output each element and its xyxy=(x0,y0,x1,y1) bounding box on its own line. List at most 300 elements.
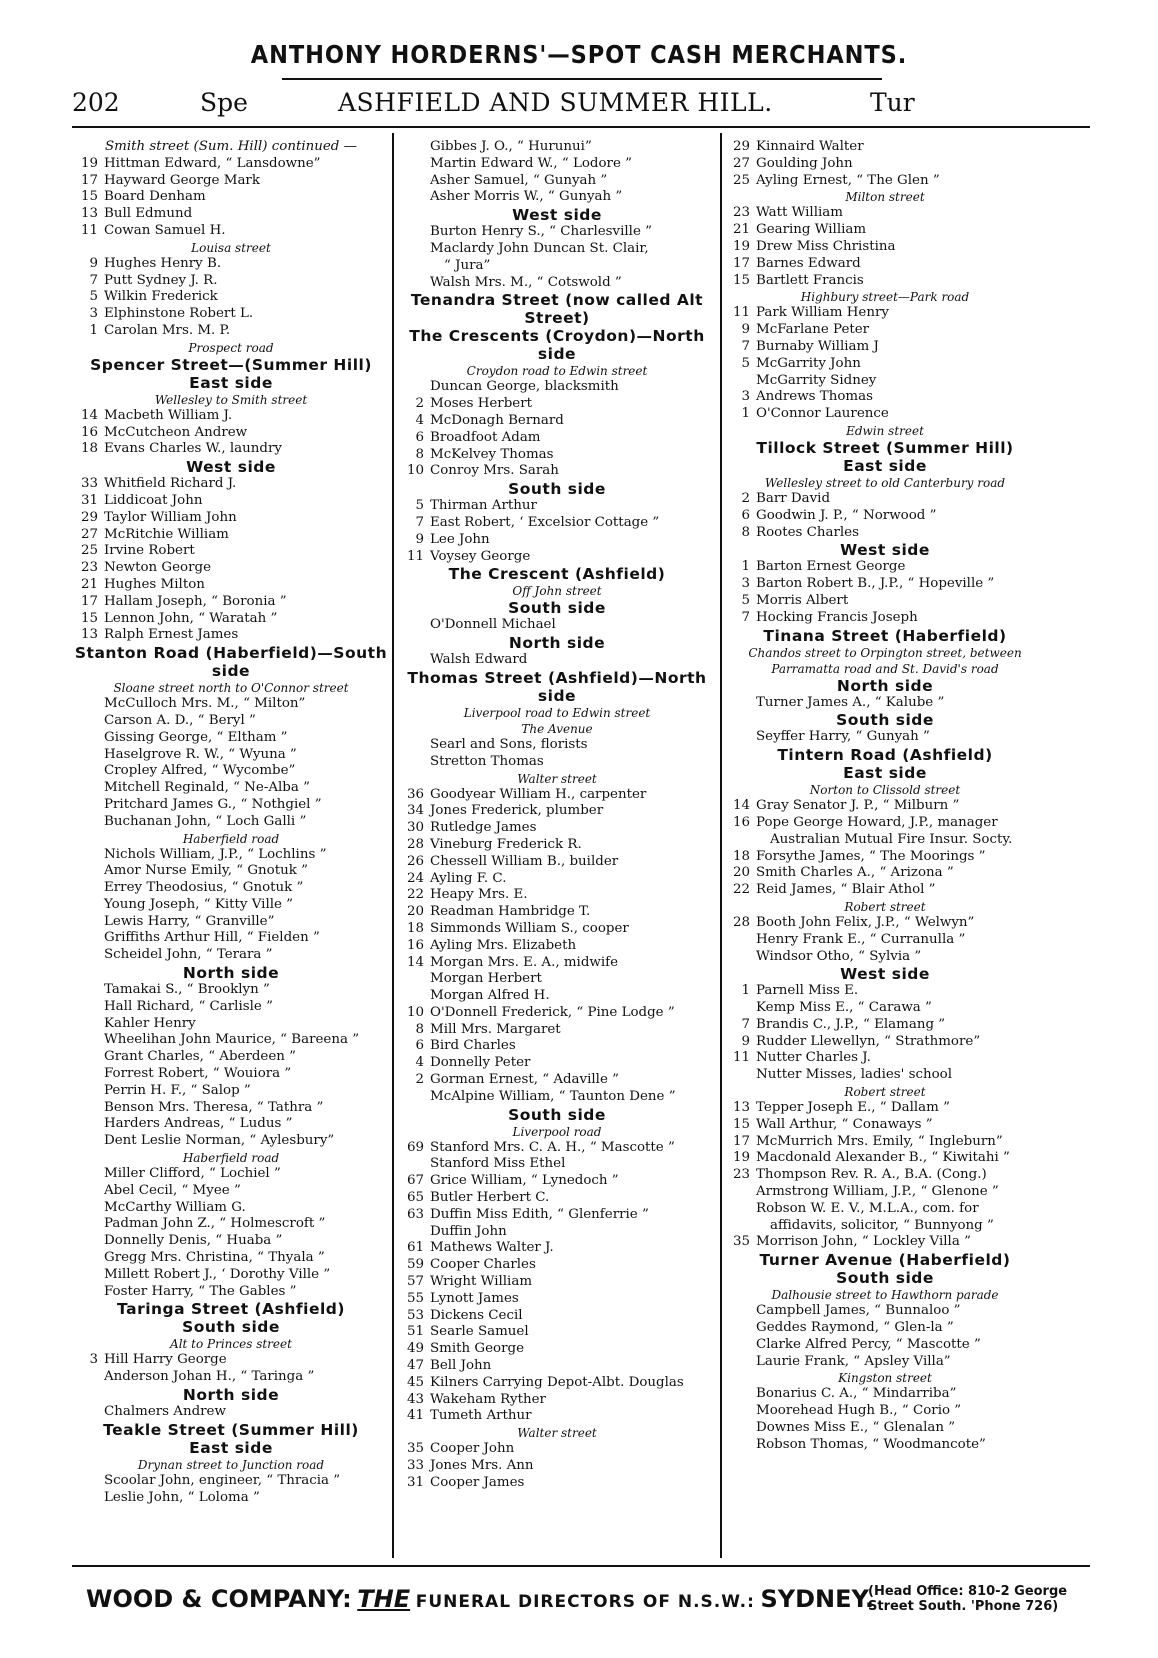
house-number: 19 xyxy=(732,238,750,254)
resident-name: Forrest Robert, “ Wouiora ” xyxy=(104,1066,292,1082)
banner-headline: ANTHONY HORDERNS'—SPOT CASH MERCHANTS. xyxy=(250,40,908,69)
directory-entry xyxy=(724,593,1046,610)
resident-name: Grice William, “ Lynedoch ” xyxy=(430,1173,619,1189)
resident-name: Evans Charles W., laundry xyxy=(104,441,282,457)
directory-entry xyxy=(724,798,1046,815)
directory-entry xyxy=(724,373,1046,390)
resident-name: Leslie John, “ Loloma ” xyxy=(104,1489,260,1505)
directory-entry xyxy=(724,882,1046,899)
house-number: 8 xyxy=(415,1021,424,1037)
directory-entry xyxy=(724,610,1046,627)
resident-name: Lewis Harry, “ Granville” xyxy=(104,913,275,929)
resident-name: Carson A. D., “ Beryl ” xyxy=(104,712,256,728)
directory-entry xyxy=(72,289,390,306)
footer-note-line-2: Street South. 'Phone 726) xyxy=(868,1599,1059,1614)
house-number: 3 xyxy=(89,306,98,322)
house-number: 16 xyxy=(406,937,424,953)
resident-name: Booth John Felix, J.P., “ Welwyn” xyxy=(756,914,975,930)
resident-name: Irvine Robert xyxy=(104,543,195,559)
house-number: 41 xyxy=(406,1408,424,1424)
resident-name: Millett Robert J., ‘ Dorothy Ville ” xyxy=(104,1266,331,1282)
directory-entry xyxy=(72,510,390,527)
directory-entry xyxy=(724,322,1046,339)
house-number: 65 xyxy=(406,1190,424,1206)
house-number: 2 xyxy=(415,396,424,412)
resident-name: McCarthy William G. xyxy=(104,1199,246,1215)
house-number: 35 xyxy=(406,1441,424,1457)
directory-entry xyxy=(398,887,716,904)
cross-street-note: Edwin street xyxy=(846,423,924,438)
cross-street-note: Alt to Princes street xyxy=(170,1337,292,1352)
directory-entry xyxy=(398,938,716,955)
resident-name: Goodwin J. P., “ Norwood ” xyxy=(756,507,937,523)
directory-entry xyxy=(724,1337,1046,1354)
directory-entry xyxy=(398,413,716,430)
directory-entry xyxy=(398,1257,716,1274)
directory-entry xyxy=(72,1049,390,1066)
resident-name: Macdonald Alexander B., “ Kiwitahi ” xyxy=(756,1150,1010,1166)
directory-entry xyxy=(724,1386,1046,1403)
resident-name: Young Joseph, “ Kitty Ville ” xyxy=(104,896,294,912)
house-number: 28 xyxy=(406,836,424,852)
resident-name: Morrison John, “ Lockley Villa ” xyxy=(756,1234,971,1250)
resident-name: Hocking Francis Joseph xyxy=(756,609,918,625)
resident-name: Morris Albert xyxy=(756,592,849,608)
cross-street-note: Walter street xyxy=(517,771,597,786)
house-number: 53 xyxy=(406,1307,424,1323)
house-number: 20 xyxy=(732,865,750,881)
column-3 xyxy=(724,139,1046,1454)
resident-name: Morgan Mrs. E. A., midwife xyxy=(430,954,619,970)
house-number: 10 xyxy=(406,463,424,479)
resident-name: Bird Charles xyxy=(430,1038,516,1054)
house-number: 21 xyxy=(732,222,750,238)
directory-entry xyxy=(398,1308,716,1325)
directory-entry xyxy=(72,1267,390,1284)
directory-entry xyxy=(72,947,390,964)
house-number: 30 xyxy=(406,820,424,836)
directory-entry xyxy=(398,1224,716,1241)
directory-entry xyxy=(724,932,1046,949)
house-number: 20 xyxy=(406,904,424,920)
house-number: 11 xyxy=(732,1050,750,1066)
resident-name: Grant Charles, “ Aberdeen ” xyxy=(104,1049,297,1065)
resident-name: Voysey George xyxy=(430,548,531,564)
directory-entry xyxy=(398,1324,716,1341)
resident-name: Goulding John xyxy=(756,155,853,171)
house-number: 2 xyxy=(415,1072,424,1088)
directory-entry xyxy=(398,871,716,888)
house-number: 1 xyxy=(741,406,750,422)
house-number: 19 xyxy=(732,1150,750,1166)
directory-entry xyxy=(724,695,1046,712)
street-heading: The Crescents (Croydon)—North side xyxy=(409,327,705,364)
resident-name: Tepper Joseph E., “ Dallam ” xyxy=(756,1100,950,1116)
header-first-entry: Spe xyxy=(200,88,248,117)
house-number: 1 xyxy=(741,559,750,575)
resident-name: Morgan Alfred H. xyxy=(430,988,550,1004)
street-heading: North side xyxy=(508,634,606,653)
house-number: 23 xyxy=(732,205,750,221)
directory-entry xyxy=(724,1320,1046,1337)
directory-entry xyxy=(72,543,390,560)
directory-entry xyxy=(724,222,1046,239)
header-last-entry: Tur xyxy=(870,88,915,117)
resident-name: McCulloch Mrs. M., “ Milton” xyxy=(104,696,306,712)
continuation-note: Smith street (Sum. Hill) continued — xyxy=(104,139,358,154)
resident-name: Abel Cecil, “ Myee ” xyxy=(104,1182,241,1198)
resident-name: Smith Charles A., “ Arizona ” xyxy=(756,865,954,881)
house-number: 28 xyxy=(732,914,750,930)
house-number: 17 xyxy=(732,1133,750,1149)
directory-entry xyxy=(398,737,716,754)
street-heading: West side xyxy=(186,458,276,477)
directory-entry xyxy=(398,1341,716,1358)
resident-name: Windsor Otho, “ Sylvia ” xyxy=(756,948,922,964)
house-number: 11 xyxy=(732,305,750,321)
resident-name: Hughes Milton xyxy=(104,576,205,592)
resident-name: Jones Mrs. Ann xyxy=(430,1458,534,1474)
street-heading: South side xyxy=(836,711,934,730)
house-number: 15 xyxy=(80,189,98,205)
house-number: 14 xyxy=(732,798,750,814)
directory-entry xyxy=(72,256,390,273)
resident-name: Ralph Ernest James xyxy=(104,627,239,643)
resident-name: Padman John Z., “ Holmescroft ” xyxy=(104,1216,326,1232)
house-number: 13 xyxy=(80,627,98,643)
directory-entry xyxy=(72,747,390,764)
directory-entry xyxy=(724,339,1046,356)
street-heading: North side xyxy=(182,964,280,983)
resident-name: Bartlett Francis xyxy=(756,272,864,288)
cross-street-note: Liverpool road xyxy=(512,1124,602,1139)
directory-entry xyxy=(398,921,716,938)
cross-street-note: Chandos street to Orpington street, between Parramatta road and St. David's road xyxy=(748,645,1022,676)
resident-name: Thirman Arthur xyxy=(430,498,537,514)
page-title: ASHFIELD AND SUMMER HILL. xyxy=(338,88,773,117)
directory-entry xyxy=(724,156,1046,173)
resident-name: Wakeham Ryther xyxy=(430,1391,546,1407)
column-1 xyxy=(72,139,390,1506)
directory-entry xyxy=(398,463,716,480)
house-number: 21 xyxy=(80,576,98,592)
resident-name: Tumeth Arthur xyxy=(430,1408,532,1424)
resident-name: Ayling Ernest, “ The Glen ” xyxy=(756,172,940,188)
directory-entry xyxy=(398,1458,716,1475)
resident-name: Maclardy John Duncan St. Clair, xyxy=(430,240,649,256)
cross-street-note: Louisa street xyxy=(191,240,271,255)
street-heading: Stanton Road (Haberfield)—South side xyxy=(74,644,388,681)
resident-name: Geddes Raymond, “ Glen-la ” xyxy=(756,1320,954,1336)
directory-entry xyxy=(398,156,716,173)
directory-entry xyxy=(72,273,390,290)
resident-name: Chessell William B., builder xyxy=(430,853,619,869)
directory-entry xyxy=(398,754,716,771)
resident-name: Walsh Edward xyxy=(430,652,528,668)
directory-entry xyxy=(72,730,390,747)
resident-name: Brandis C., J.P., “ Elamang ” xyxy=(756,1016,946,1032)
directory-entry xyxy=(72,306,390,323)
directory-entry xyxy=(724,273,1046,290)
directory-entry xyxy=(398,617,716,634)
directory-entry xyxy=(724,139,1046,156)
directory-entry xyxy=(72,1166,390,1183)
resident-name: Ayling F. C. xyxy=(430,870,507,886)
resident-name: Bonarius C. A., “ Mindarriba” xyxy=(756,1386,957,1402)
directory-entry xyxy=(398,1274,716,1291)
resident-name: Heapy Mrs. E. xyxy=(430,887,528,903)
resident-name: Haselgrove R. W., “ Wyuna ” xyxy=(104,746,297,762)
resident-name: Hallam Joseph, “ Boronia ” xyxy=(104,593,287,609)
street-heading: Tenandra Street (now called Alt Street) xyxy=(410,291,704,328)
directory-entry xyxy=(724,1034,1046,1051)
directory-entry xyxy=(724,205,1046,222)
house-number: 17 xyxy=(732,255,750,271)
directory-entry xyxy=(72,1066,390,1083)
directory-entry xyxy=(398,955,716,972)
house-number: 13 xyxy=(80,206,98,222)
directory-entry xyxy=(72,1183,390,1200)
resident-name: Duffin John xyxy=(430,1223,507,1239)
resident-name: Lee John xyxy=(430,531,490,547)
resident-name: Perrin H. F., “ Salop ” xyxy=(104,1082,251,1098)
street-heading: North side xyxy=(182,1386,280,1405)
directory-entry xyxy=(398,515,716,532)
house-number: 9 xyxy=(741,322,750,338)
house-number: 55 xyxy=(406,1290,424,1306)
resident-name: Forsythe James, “ The Moorings ” xyxy=(756,848,986,864)
street-heading: East side xyxy=(189,1438,273,1457)
house-number: 5 xyxy=(741,355,750,371)
house-number: 31 xyxy=(80,492,98,508)
resident-name: Burnaby William J xyxy=(756,338,879,354)
directory-entry xyxy=(398,971,716,988)
house-number: 6 xyxy=(415,1038,424,1054)
directory-entry xyxy=(398,1441,716,1458)
house-number: 33 xyxy=(406,1458,424,1474)
directory-entry xyxy=(724,949,1046,966)
street-heading: West side xyxy=(840,965,930,984)
directory-entry xyxy=(398,498,716,515)
cross-street-note: Milton street xyxy=(845,190,925,205)
resident-name: Pritchard James G., “ Nothgiel ” xyxy=(104,796,322,812)
street-heading: North side xyxy=(836,676,934,695)
cross-street-note: Sloane street north to O'Connor street xyxy=(113,681,349,696)
directory-entry xyxy=(724,576,1046,593)
directory-entry xyxy=(398,396,716,413)
resident-name: Putt Sydney J. R. xyxy=(104,272,218,288)
street-heading: Spencer Street—(Summer Hill) xyxy=(90,355,372,374)
house-number: 6 xyxy=(415,429,424,445)
directory-entry xyxy=(724,1100,1046,1117)
resident-name: O'Connor Laurence xyxy=(756,406,889,422)
resident-name: Nutter Charles J. xyxy=(756,1050,871,1066)
directory-entry xyxy=(724,256,1046,273)
resident-name: Rutledge James xyxy=(430,820,537,836)
directory-entry xyxy=(398,224,716,241)
resident-name: Miller Clifford, “ Lochiel ” xyxy=(104,1166,281,1182)
directory-entry xyxy=(398,652,716,669)
resident-name: Asher Samuel, “ Gunyah ” xyxy=(430,172,608,188)
resident-name: Lynott James xyxy=(430,1290,519,1306)
directory-entry xyxy=(72,577,390,594)
directory-entry xyxy=(724,729,1046,746)
directory-entry xyxy=(72,1284,390,1301)
house-number: 2 xyxy=(741,490,750,506)
directory-entry xyxy=(398,241,716,258)
cross-street-note: Highbury street—Park road xyxy=(800,290,970,305)
resident-name: O'Donnell Frederick, “ Pine Lodge ” xyxy=(430,1004,675,1020)
resident-name: Moorehead Hugh B., “ Corio ” xyxy=(756,1403,962,1419)
house-number: 61 xyxy=(406,1240,424,1256)
house-number: 3 xyxy=(741,389,750,405)
house-number: 11 xyxy=(406,548,424,564)
resident-name: Nichols William, J.P., “ Lochlins ” xyxy=(104,846,327,862)
directory-entry xyxy=(398,820,716,837)
resident-name: Seyffer Harry, “ Gunyah ” xyxy=(756,729,930,745)
footer-the: THE xyxy=(357,1585,411,1613)
directory-entry xyxy=(724,491,1046,508)
directory-entry xyxy=(72,1116,390,1133)
house-number: 1 xyxy=(741,983,750,999)
house-number: 14 xyxy=(80,407,98,423)
resident-name: Carolan Mrs. M. P. xyxy=(104,322,231,338)
directory-entry xyxy=(72,880,390,897)
resident-name: Wheelihan John Maurice, “ Bareena ” xyxy=(104,1032,360,1048)
directory-entry xyxy=(724,356,1046,373)
house-number: 6 xyxy=(741,507,750,523)
street-heading: Tinana Street (Haberfield) xyxy=(763,626,1007,645)
directory-entry xyxy=(724,915,1046,932)
cross-street-note: Croydon road to Edwin street xyxy=(466,364,648,379)
house-number: 27 xyxy=(732,155,750,171)
directory-entry xyxy=(72,594,390,611)
resident-name: Duffin Miss Edith, “ Glenferrie ” xyxy=(430,1206,649,1222)
resident-name: Searl and Sons, florists xyxy=(430,736,588,752)
footer-tagline: FUNERAL DIRECTORS OF N.S.W.: xyxy=(415,1592,755,1612)
house-number: 23 xyxy=(80,560,98,576)
directory-entry xyxy=(398,1038,716,1055)
resident-name: Hill Harry George xyxy=(104,1352,227,1368)
footer-advert xyxy=(86,1585,874,1613)
directory-entry xyxy=(398,1005,716,1022)
resident-name: Wright William xyxy=(430,1274,533,1290)
house-number: 17 xyxy=(80,172,98,188)
directory-entry xyxy=(398,1156,716,1173)
directory-entry xyxy=(72,1490,390,1507)
directory-entry xyxy=(724,508,1046,525)
street-heading: East side xyxy=(843,764,927,783)
house-number: 11 xyxy=(80,222,98,238)
directory-entry xyxy=(398,447,716,464)
house-number: 47 xyxy=(406,1358,424,1374)
resident-name: Gorman Ernest, “ Adaville ” xyxy=(430,1072,619,1088)
directory-entry xyxy=(398,1072,716,1089)
resident-name: Henry Frank E., “ Curranulla ” xyxy=(756,931,966,947)
house-number: 45 xyxy=(406,1374,424,1390)
house-number: 5 xyxy=(415,498,424,514)
directory-entry xyxy=(724,1067,1046,1084)
footer-company: WOOD & COMPANY: xyxy=(86,1585,352,1613)
resident-name: Gray Senator J. P., “ Milburn ” xyxy=(756,798,960,814)
street-heading: Tintern Road (Ashfield) xyxy=(777,746,993,765)
house-number: 59 xyxy=(406,1257,424,1273)
resident-name: Stretton Thomas xyxy=(430,753,544,769)
directory-entry xyxy=(72,1369,390,1386)
house-number: 18 xyxy=(80,441,98,457)
directory-entry xyxy=(72,930,390,947)
directory-entry xyxy=(724,1184,1046,1201)
street-heading: South side xyxy=(508,480,606,499)
directory-entry xyxy=(72,323,390,340)
resident-name: Armstrong William, J.P., “ Glenone ” xyxy=(756,1184,999,1200)
directory-entry xyxy=(72,1016,390,1033)
house-number: 9 xyxy=(741,1033,750,1049)
resident-name: Burton Henry S., “ Charlesville ” xyxy=(430,224,652,240)
directory-entry xyxy=(724,559,1046,576)
resident-name: Asher Morris W., “ Gunyah ” xyxy=(430,189,623,205)
house-number: 7 xyxy=(89,272,98,288)
resident-name: Nutter Misses, ladies' school xyxy=(756,1067,952,1083)
resident-name: Broadfoot Adam xyxy=(430,429,541,445)
cross-street-note: Robert street xyxy=(844,899,926,914)
resident-name: McCutcheon Andrew xyxy=(104,424,248,440)
directory-entry xyxy=(724,1437,1046,1454)
house-number: 17 xyxy=(80,593,98,609)
directory-entry xyxy=(724,1117,1046,1134)
house-number: 51 xyxy=(406,1324,424,1340)
house-number: 7 xyxy=(741,338,750,354)
resident-name: Wilkin Frederick xyxy=(104,289,218,305)
directory-entry xyxy=(398,1190,716,1207)
resident-name: Gregg Mrs. Christina, “ Thyala ” xyxy=(104,1250,325,1266)
resident-name: McKelvey Thomas xyxy=(430,446,554,462)
resident-name: Laurie Frank, “ Apsley Villa” xyxy=(756,1353,951,1369)
directory-entry xyxy=(72,1404,390,1421)
house-number: 14 xyxy=(406,954,424,970)
resident-name: Bull Edmund xyxy=(104,206,193,222)
directory-entry xyxy=(398,1358,716,1375)
resident-name: Hittman Edward, “ Lansdowne” xyxy=(104,155,321,171)
directory-entry xyxy=(72,897,390,914)
resident-name: Whitfield Richard J. xyxy=(104,476,237,492)
directory-entry xyxy=(72,1216,390,1233)
directory-entry xyxy=(72,863,390,880)
house-number: 29 xyxy=(732,139,750,154)
resident-name: Drew Miss Christina xyxy=(756,238,896,254)
entry-continuation: affidavits, solicitor, “ Bunnyong ” xyxy=(770,1217,994,1233)
directory-entry xyxy=(398,1475,716,1492)
house-number: 18 xyxy=(406,920,424,936)
directory-entry xyxy=(724,406,1046,423)
directory-entry xyxy=(398,787,716,804)
directory-entry xyxy=(72,982,390,999)
directory-entry xyxy=(724,1420,1046,1437)
banner-rule xyxy=(282,78,882,80)
resident-name: Goodyear William H., carpenter xyxy=(430,786,647,802)
resident-name: Parnell Miss E. xyxy=(756,983,859,999)
street-heading: West side xyxy=(840,541,930,560)
house-number: 26 xyxy=(406,853,424,869)
entry-continuation: “ Jura” xyxy=(444,257,491,273)
street-heading: Thomas Street (Ashfield)—North side xyxy=(407,668,707,705)
cross-street-note: Dalhousie street to Hawthorn parade xyxy=(771,1288,999,1303)
directory-entry xyxy=(724,865,1046,882)
directory-entry xyxy=(72,1100,390,1117)
directory-entry xyxy=(724,1150,1046,1167)
directory-entry xyxy=(72,408,390,425)
house-number: 3 xyxy=(741,576,750,592)
